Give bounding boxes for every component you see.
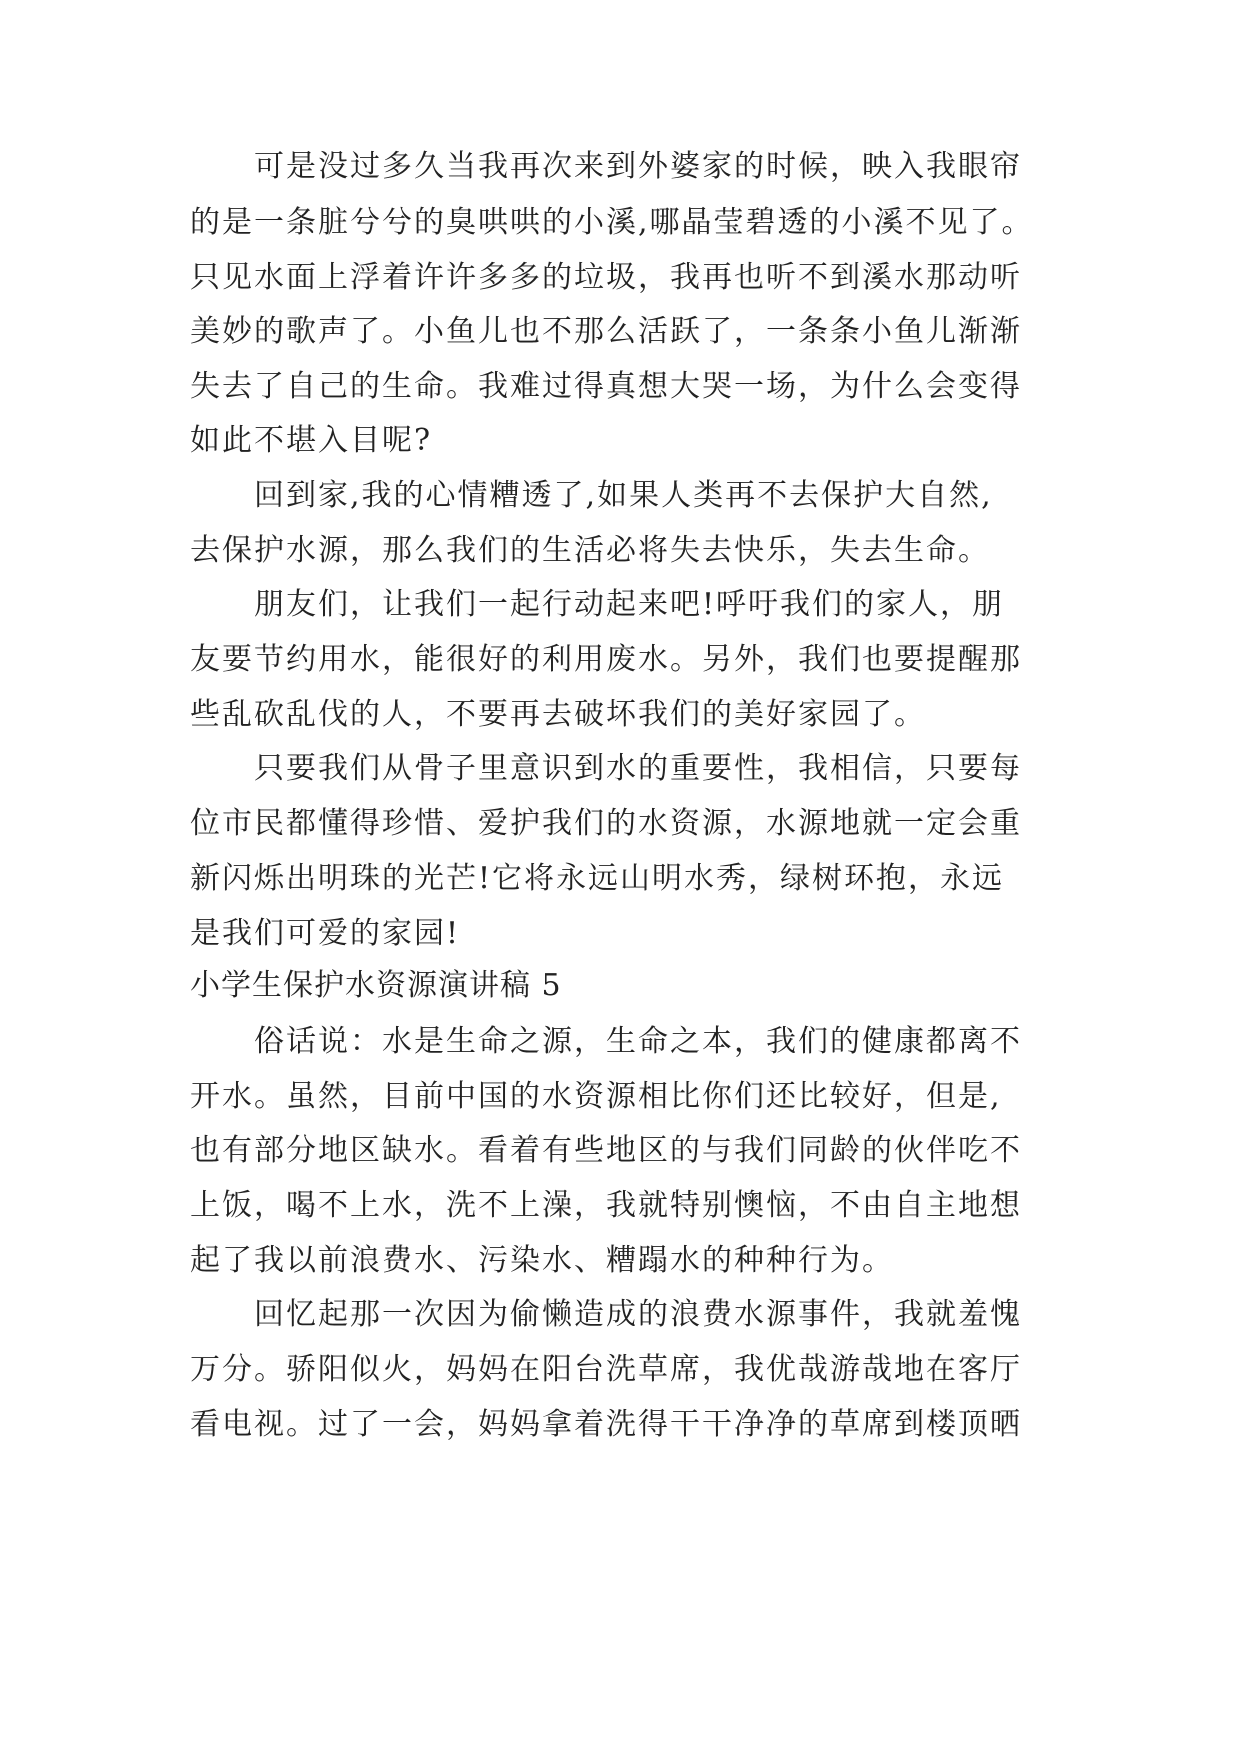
paragraph-line: 可是没过多久当我再次来到外婆家的时候，映入我眼帘	[254, 149, 1022, 184]
paragraph-line: 位市民都懂得珍惜、爱护我们的水资源，水源地就一定会重	[190, 806, 1022, 841]
paragraph-line: 万分。骄阳似火，妈妈在阳台洗草席，我优哉游哉地在客厅	[190, 1352, 1022, 1387]
paragraph-line: 友要节约用水，能很好的利用废水。另外，我们也要提醒那	[190, 642, 1022, 677]
paragraph-line: 看电视。过了一会，妈妈拿着洗得干干净净的草席到楼顶晒	[190, 1407, 1022, 1442]
paragraph-line: 俗话说：水是生命之源，生命之本，我们的健康都离不	[254, 1024, 1022, 1059]
paragraph-line: 朋友们，让我们一起行动起来吧!呼吁我们的家人，朋	[254, 587, 1005, 622]
paragraph-line: 也有部分地区缺水。看着有些地区的与我们同龄的伙伴吃不	[190, 1133, 1022, 1168]
paragraph-line: 回到家,我的心情糟透了,如果人类再不去保护大自然,	[254, 478, 993, 513]
paragraph-line: 新闪烁出明珠的光芒!它将永远山明水秀，绿树环抱，永远	[190, 861, 1005, 896]
paragraph-line: 美妙的歌声了。小鱼儿也不那么活跃了，一条条小鱼儿渐渐	[190, 314, 1022, 349]
paragraph-line: 是我们可爱的家园!	[190, 916, 461, 951]
paragraph-line: 只要我们从骨子里意识到水的重要性，我相信，只要每	[254, 751, 1022, 786]
paragraph-line: 的是一条脏兮兮的臭哄哄的小溪,哪晶莹碧透的小溪不见了。	[190, 205, 1034, 240]
paragraph-line: 开水。虽然，目前中国的水资源相比你们还比较好，但是,	[190, 1079, 1002, 1114]
paragraph-line: 失去了自己的生命。我难过得真想大哭一场，为什么会变得	[190, 369, 1022, 404]
section-heading: 小学生保护水资源演讲稿 5	[190, 968, 562, 1003]
paragraph-line: 只见水面上浮着许许多多的垃圾，我再也听不到溪水那动听	[190, 260, 1022, 295]
paragraph-line: 上饭，喝不上水，洗不上澡，我就特别懊恼，不由自主地想	[190, 1188, 1022, 1223]
paragraph-line: 去保护水源，那么我们的生活必将失去快乐，失去生命。	[190, 533, 990, 568]
paragraph-line: 如此不堪入目呢?	[190, 423, 433, 458]
paragraph-line: 回忆起那一次因为偷懒造成的浪费水源事件，我就羞愧	[254, 1297, 1022, 1332]
paragraph-line: 些乱砍乱伐的人，不要再去破坏我们的美好家园了。	[190, 697, 926, 732]
paragraph-line: 起了我以前浪费水、污染水、糟蹋水的种种行为。	[190, 1243, 894, 1278]
